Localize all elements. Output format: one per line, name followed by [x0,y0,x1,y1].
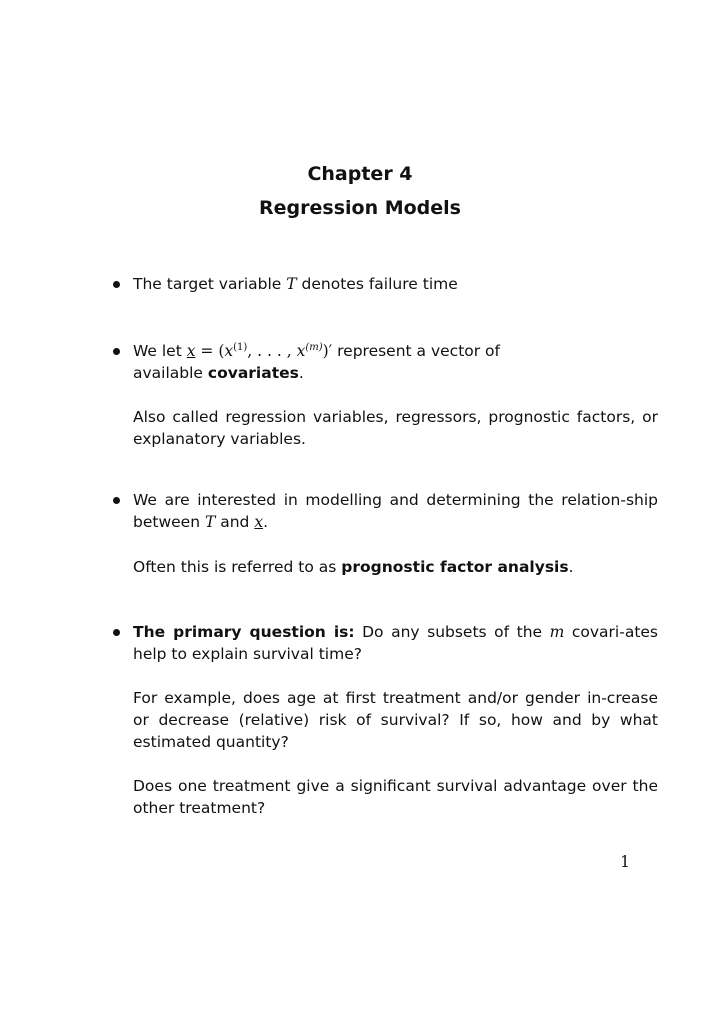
bullet-primary-question [113,621,658,665]
bullet-modelling [113,489,658,533]
chapter-heading: Chapter 4 [307,163,413,185]
chapter-title: Regression Models [259,197,461,219]
bullet-text: We are interested in modelling and determining the relation-ship between T and x. [133,491,658,531]
bold-primary-question: The primary question is: [133,623,355,641]
bullet-icon [113,497,120,504]
math-vector-x: x [186,342,196,360]
page-number: 1 [620,853,630,871]
bullet-target-variable [113,273,658,295]
bullet-icon [113,629,120,636]
paragraph-example: For example, does age at first treatment and/or gender in-crease or decrease (relative) risk of survival? If so, how and by what estimated quantity? [133,689,658,751]
paragraph-prognostic: Often this is referred to as prognostic factor analysis. [133,558,574,576]
bullet-text: We let $x = (x^{(1)}$, . . . , $x^{(m)})'$ represent a vector of available covariates. [133,341,501,382]
bold-covariates: covariates [207,364,299,382]
bullet-icon [113,281,120,288]
paragraph-treatment: Does one treatment give a significant survival advantage over the other treatment? [133,777,658,817]
bullet-text: The target variable T denotes failure time [133,275,458,293]
bullet-text: The primary question is: Do any subsets of the m covari-ates help to explain survival time? [133,623,659,663]
bullet-covariates [113,340,658,384]
paragraph-covariate-synonyms: Also called regression variables, regressors, prognostic factors, or explanatory variables. [133,408,658,448]
math-var-T: T [286,275,297,293]
bold-prognostic-factor-analysis: prognostic factor analysis [341,558,569,576]
bullet-icon [113,348,120,355]
